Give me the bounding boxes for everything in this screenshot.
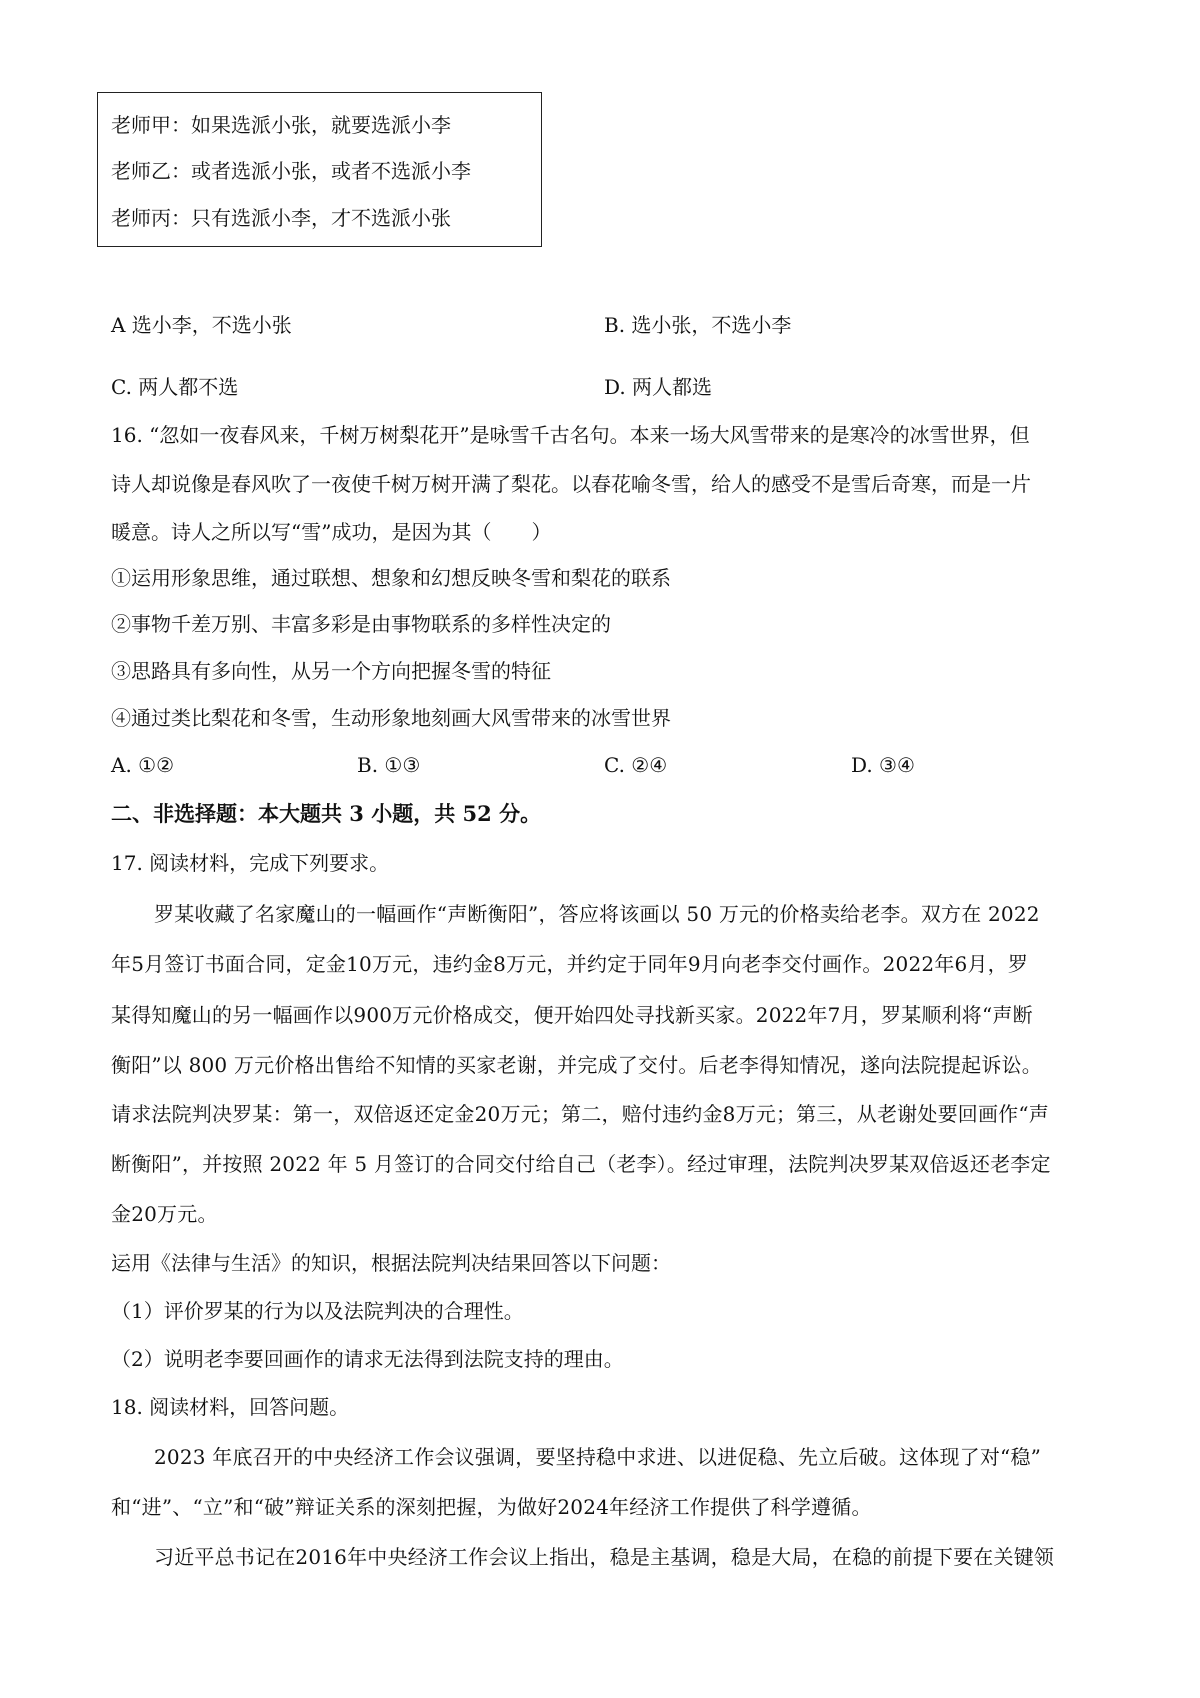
- q16-item-4: ④通过类比梨花和冬雪，生动形象地刻画大风雪带来的冰雪世界: [111, 706, 671, 730]
- q16-option-b: B. ①③: [357, 753, 421, 777]
- q17-material-line-6: 断衡阳”，并按照 2022 年 5 月签订的合同交付给自己（老李）。经过审理，法院判决罗某双倍返还老李定: [111, 1152, 1051, 1176]
- q16-stem-line-2: 诗人却说像是春风吹了一夜使千树万树开满了梨花。以春花喻冬雪，给人的感受不是雪后奇寒，而是一片: [111, 472, 1031, 496]
- q16-stem-line-1: 16. “忽如一夜春风来，千树万树梨花开”是咏雪千古名句。本来一场大风雪带来的是寒冷的冰雪世界，但: [111, 423, 1030, 447]
- q17-sub-2: （2）说明老李要回画作的请求无法得到法院支持的理由。: [111, 1347, 624, 1371]
- q16-item-1: ①运用形象思维，通过联想、想象和幻想反映冬雪和梨花的联系: [111, 566, 671, 590]
- q18-material-line-1: 2023 年底召开的中央经济工作会议强调，要坚持稳中求进、以进促稳、先立后破。这体现了对“稳”: [154, 1445, 1042, 1469]
- q17-prompt: 运用《法律与生活》的知识，根据法院判决结果回答以下问题：: [111, 1251, 671, 1275]
- q16-stem-line-3: 暖意。诗人之所以写“雪”成功，是因为其（ ）: [111, 520, 552, 544]
- q17-material-line-5: 请求法院判决罗某：第一，双倍返还定金20万元；第二，赔付违约金8万元；第三，从老谢处要回画作“声: [111, 1102, 1049, 1126]
- q17-material-line-3: 某得知魔山的另一幅画作以900万元价格成交，便开始四处寻找新买家。2022年7月，罗某顺利将“声断: [111, 1003, 1033, 1027]
- q16-item-3: ③思路具有多向性，从另一个方向把握冬雪的特征: [111, 659, 551, 683]
- q16-option-a: A. ①②: [111, 753, 175, 777]
- q15-option-d: D. 两人都选: [604, 375, 713, 399]
- q16-option-d: D. ③④: [851, 753, 915, 777]
- q15-option-a: A 选小李，不选小张: [111, 313, 292, 337]
- section-2-heading: 二、非选择题：本大题共 3 小题，共 52 分。: [111, 801, 542, 826]
- q16-option-c: C. ②④: [604, 753, 668, 777]
- q17-material-line-2: 年5月签订书面合同，定金10万元，违约金8万元，并约定于同年9月向老李交付画作。2022年6月，罗: [111, 952, 1029, 976]
- box-line-2: 老师乙：或者选派小张，或者不选派小李: [111, 159, 471, 183]
- q18-material-line-2: 和“进”、“立”和“破”辩证关系的深刻把握，为做好2024年经济工作提供了科学遵循。: [111, 1495, 872, 1519]
- q17-sub-1: （1）评价罗某的行为以及法院判决的合理性。: [111, 1299, 524, 1323]
- q17-material-line-7: 金20万元。: [111, 1202, 218, 1226]
- box-line-3: 老师丙：只有选派小李，才不选派小张: [111, 206, 451, 230]
- q15-option-c: C. 两人都不选: [111, 375, 239, 399]
- q18-material-line-3: 习近平总书记在2016年中央经济工作会议上指出，稳是主基调，稳是大局，在稳的前提下要在关键领: [154, 1545, 1055, 1569]
- q18-stem: 18. 阅读材料，回答问题。: [111, 1395, 350, 1419]
- q17-material-line-4: 衡阳”以 800 万元价格出售给不知情的买家老谢，并完成了交付。后老李得知情况，遂向法院提起诉讼。: [111, 1053, 1042, 1077]
- q17-material-line-1: 罗某收藏了名家魔山的一幅画作“声断衡阳”，答应将该画以 50 万元的价格卖给老李。双方在 2022: [154, 902, 1040, 926]
- q15-option-b: B. 选小张，不选小李: [604, 313, 792, 337]
- q17-stem: 17. 阅读材料，完成下列要求。: [111, 851, 390, 875]
- q16-item-2: ②事物千差万别、丰富多彩是由事物联系的多样性决定的: [111, 612, 611, 636]
- box-line-1: 老师甲：如果选派小张，就要选派小李: [111, 113, 451, 137]
